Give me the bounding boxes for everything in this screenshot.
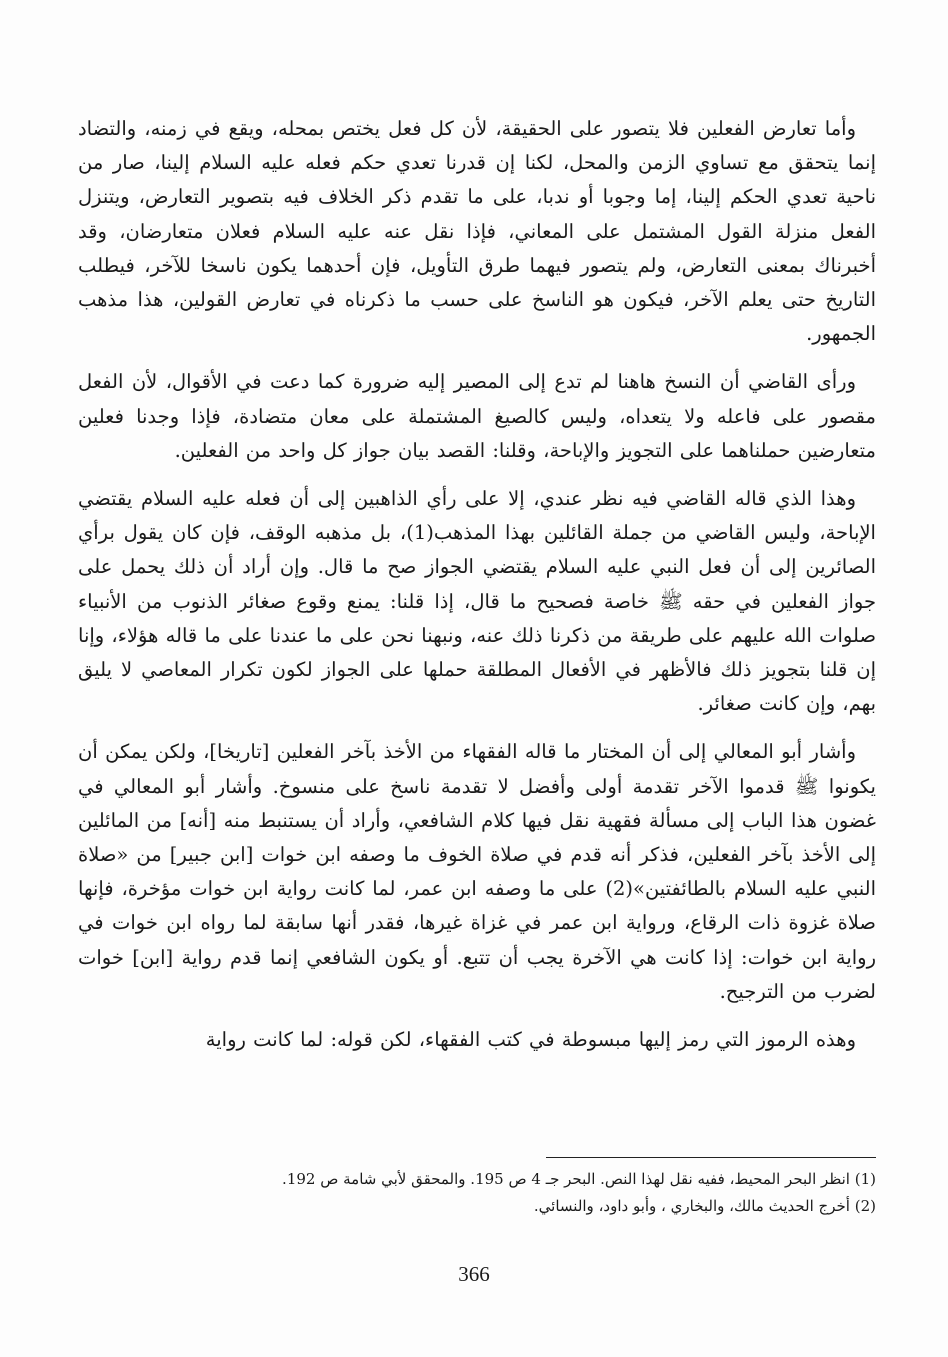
paragraph-2: ورأى القاضي أن النسخ هاهنا لم تدع إلى المصير إليه ضرورة كما دعت في الأقوال، لأن الفعل مقصور على فاعله ولا يتعداه، وليس كالصيغ المشتملة على معان متضادة، فإذا وجدنا فعلين متعارضين حملناهما على التجويز والإباحة، وقلنا: القصد بيان جواز كل واحد من الفعلين. (78, 370, 876, 462)
main-text (78, 112, 876, 1071)
footnote-divider (546, 1157, 876, 1158)
paragraph-1: وأما تعارض الفعلين فلا يتصور على الحقيقة، لأن كل فعل يختص بمحله، ويقع في زمنه، والتضاد إنما يتحقق مع تساوي الزمن والمحل، لكنا إن قدرنا تعدي حكم فعله عليه السلام إلينا، صار من ناحية تعدي الحكم إلينا، إما وجوبا أو ندبا، على ما تقدم ذكر الخلاف فيه بتصوير التعارض، ويتنزل الفعل منزلة القول المشتمل على المعاني، فإذا نقل عنه عليه السلام فعلان متعارضان، وقد أخبرناك بمعنى التعارض، ولم يتصور فيهما طرق التأويل، فإن أحدهما يكون ناسخا للآخر، فيطلب التاريخ حتى يعلم الآخر، فيكون هو الناسخ على حسب ما ذكرناه في تعارض القولين، هذا مذهب الجمهور. (78, 117, 876, 346)
paragraph-4: وأشار أبو المعالي إلى أن المختار ما قاله الفقهاء من الأخذ بآخر الفعلين [تاريخا]، ولكن يمكن أن يكونوا ﷺ قدموا الآخر تقدمة أولى وأفضل لا تقدمة ناسخ على منسوخ. وأشار أبو المعالي في غضون هذا الباب إلى مسألة فقهية نقل فيها كلام الشافعي، وأراد أن يستنبط منه [أنه] من المائلين إلى الأخذ بآخر الفعلين، فذكر أنه قدم في صلاة الخوف ما وصفه ابن خوات [ابن جبير] من «صلاة النبي عليه السلام بالطائفتين»(2) على ما وصفه ابن عمر، لما كانت رواية ابن خوات مؤخرة، فإنها صلاة غزوة ذات الرقاع، ورواية ابن عمر في غزاة غيرها، فقدر أنها سابقة لما رواه ابن خوات في رواية ابن خوات: إذا كانت هي الآخرة يجب أن تتبع. أو يكون الشافعي إنما قدم رواية [ابن] خوات لضرب من الترجيح. (78, 740, 877, 1003)
footnote-2: (2) أخرج الحديث مالك، والبخاري ، وأبو داود، والنسائي. (533, 1197, 876, 1215)
paragraph-3: وهذا الذي قاله القاضي فيه نظر عندي، إلا على رأي الذاهبين إلى أن فعله عليه السلام يقتضي الإباحة، وليس القاضي من جملة القائلين بهذا المذهب(1)، بل مذهبه الوقف، فإن كان يقول برأي الصائرين إلى أن فعل النبي عليه السلام يقتضي الجواز صح ما قال. وإن أراد أن ذلك يحمل على جواز الفعلين في حقه ﷺ خاصة فصحيح ما قال، إذا قلنا: يمنع وقوع صغائر الذنوب من الأنبياء صلوات الله عليهم على طريقة من ذكرنا ذلك عنه، ونبهنا نحن على ما عندنا على ما قاله هؤلاء، وإنا إن قلنا بتجويز ذلك فالأظهر في الأفعال المطلقة حملها على الجواز لكون تكرار المعاصي لا يليق بهم، وإن كانت صغائر. (78, 487, 876, 716)
page-number: 366 (458, 1262, 490, 1286)
paragraph-5: وهذه الرموز التي رمز إليها مبسوطة في كتب الفقهاء، لكن قوله: لما كانت رواية (205, 1028, 856, 1052)
footnotes (78, 1166, 876, 1220)
footnote-1: (1) انظر البحر المحيط، ففيه نقل لهذا النص. البحر جـ 4 ص 195. والمحقق لأبي شامة ص 192. (282, 1170, 876, 1188)
